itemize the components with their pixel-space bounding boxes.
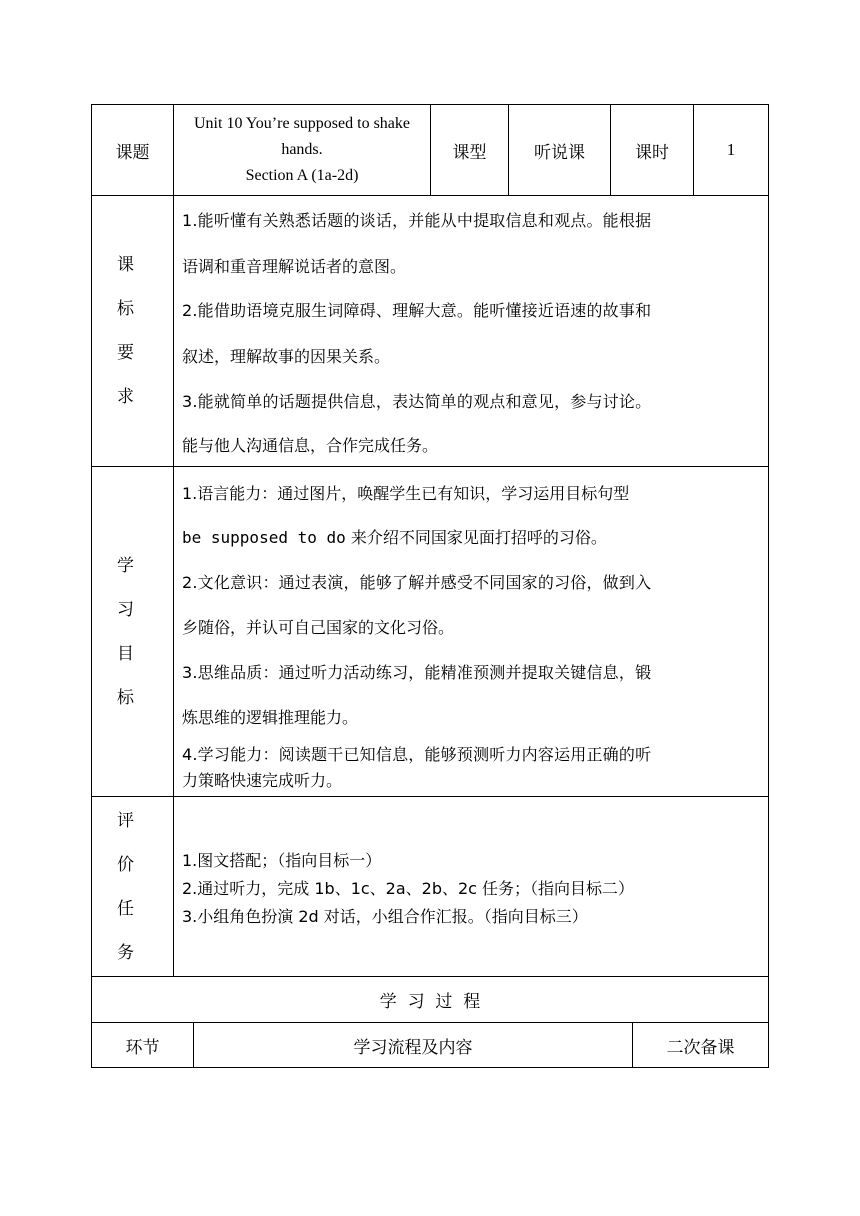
assessment-line: 3.小组角色扮演 2d 对话，小组合作汇报。（指向目标三） bbox=[182, 907, 588, 926]
objective-line: 炼思维的逻辑推理能力。 bbox=[182, 708, 359, 727]
assessment-line: 2.通过听力，完成 1b、1c、2a、2b、2c 任务；（指向目标二） bbox=[182, 879, 635, 898]
standards-label-line: 课 标 bbox=[117, 255, 148, 319]
rule bbox=[91, 195, 769, 196]
objective-line-2-rest: 来介绍不同国家见面打招呼的习俗。 bbox=[345, 528, 607, 547]
lesson-title-line: Unit 10 You’re supposed to shake bbox=[194, 115, 410, 132]
rule bbox=[91, 1067, 769, 1068]
objective-line: 力策略快速完成听力。 bbox=[182, 771, 343, 790]
objective-line: 乡随俗，并认可自己国家的文化习俗。 bbox=[182, 618, 455, 637]
rule bbox=[768, 104, 769, 1068]
assessment-label-line: 任 务 bbox=[117, 898, 148, 963]
standards-line: 语调和重音理解说话者的意图。 bbox=[182, 257, 407, 276]
standards-line: 3.能就简单的话题提供信息，表达简单的观点和意见，参与讨论。 bbox=[182, 392, 652, 411]
column-stage: 环节 bbox=[125, 1037, 160, 1058]
rule bbox=[91, 796, 769, 797]
objective-line: 1.语言能力：通过图片，唤醒学生已有知识，学习运用目标句型 bbox=[182, 484, 630, 503]
standards-line: 2.能借助语境克服生词障碍、理解大意。能听懂接近语速的故事和 bbox=[182, 301, 652, 320]
standards-line: 能与他人沟通信息，合作完成任务。 bbox=[182, 436, 439, 455]
lesson-title-line: Section A (1a-2d) bbox=[245, 167, 359, 184]
standards-label-line: 要 求 bbox=[117, 343, 148, 407]
standards-line: 叙述，理解故事的因果关系。 bbox=[182, 347, 391, 366]
objectives-label-line: 学 习 bbox=[117, 555, 148, 620]
objective-line: 3.思维品质：通过听力活动练习，能精准预测并提取关键信息，锻 bbox=[182, 663, 652, 682]
objective-line: 2.文化意识：通过表演，能够了解并感受不同国家的习俗，做到入 bbox=[182, 573, 652, 592]
lesson-title-line: hands. bbox=[281, 141, 323, 158]
objectives-label-line: 目 标 bbox=[117, 643, 148, 708]
assessment-line: 1.图文搭配；（指向目标一） bbox=[182, 851, 382, 870]
objectives-label bbox=[92, 467, 173, 796]
objective-line: 4.学习能力：阅读题干已知信息，能够预测听力内容运用正确的听 bbox=[182, 745, 652, 764]
periods-label: 课时 bbox=[635, 142, 669, 163]
lesson-title bbox=[174, 105, 430, 195]
rule bbox=[173, 104, 174, 976]
column-second-prep: 二次备课 bbox=[666, 1037, 735, 1058]
type-label: 课型 bbox=[452, 142, 487, 163]
objective-line-2 bbox=[182, 525, 766, 548]
topic-label: 课题 bbox=[115, 142, 150, 163]
process-title: 学 习 过 程 bbox=[379, 992, 481, 1012]
target-structure: be supposed to do bbox=[182, 528, 346, 547]
rule bbox=[91, 466, 769, 467]
assessment-label-line: 评 价 bbox=[117, 810, 148, 875]
column-content: 学习流程及内容 bbox=[353, 1037, 473, 1058]
standards-label bbox=[92, 196, 173, 466]
type-value: 听说课 bbox=[534, 142, 585, 163]
assessment-label bbox=[92, 797, 173, 976]
standards-line: 1.能听懂有关熟悉话题的谈话，并能从中提取信息和观点。能根据 bbox=[182, 211, 652, 230]
periods-value: 1 bbox=[726, 140, 736, 159]
